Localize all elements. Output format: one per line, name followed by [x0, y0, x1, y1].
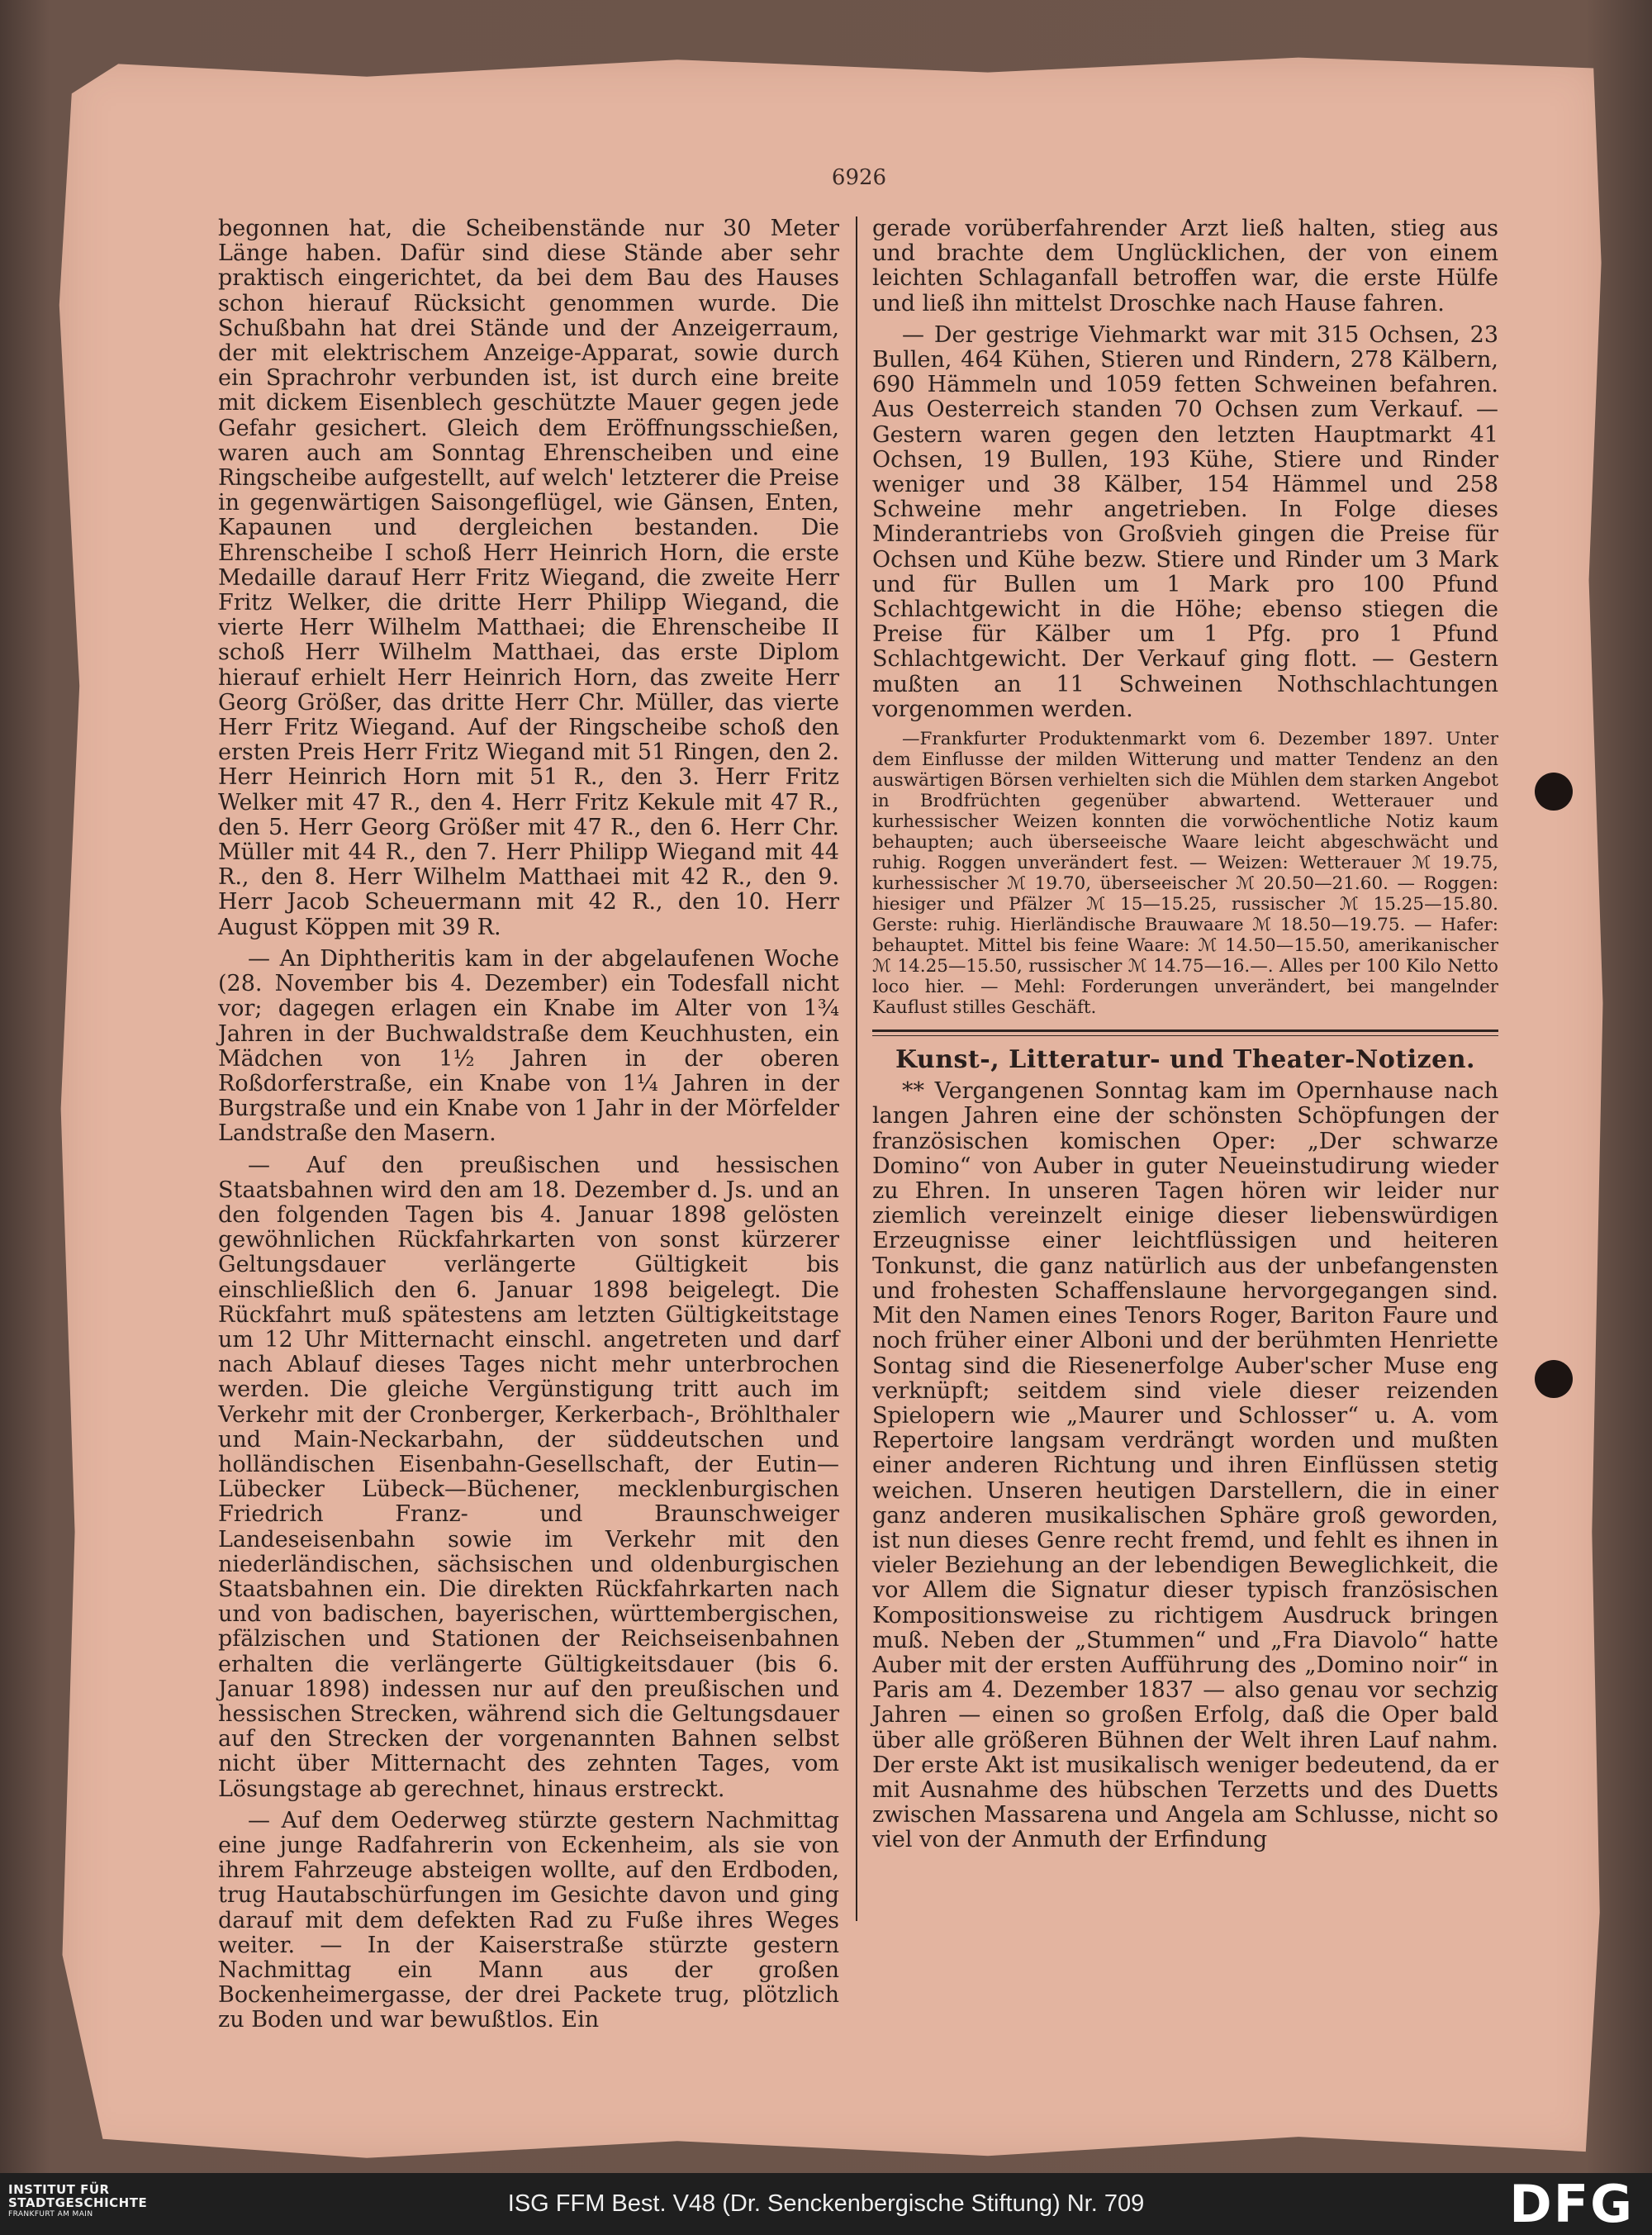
accident-continuation: gerade vorüberfahrender Arzt ließ halten, stieg aus und brachte dem Unglücklichen, der von einem leichten Schlaganfall betroffen war, die erste Hülfe und ließ ihn mittelst Droschke nach Hause fahren.	[872, 216, 1498, 316]
section-heading: Kunst-, Litteratur- und Theater-Notizen.	[895, 1045, 1475, 1075]
footer-bar	[0, 2173, 1652, 2235]
dfg-logo: DFG	[1509, 2174, 1634, 2234]
logo-line-3: FRANKFURT AM MAIN	[8, 2210, 93, 2218]
opera-review: ** Vergangenen Sonntag kam im Opernhause nach langen Jahren eine der schönsten Schöpfungen der französischen komischen Oper: „Der schwarze Domino“ von Auber in guter Neueinstudirung wieder zu Ehren. In unseren Tagen hören wir leider nur ziemlich vereinzelt einige dieser liebenswürdigen Erzeugnisse einer leichtflüssigen und heiteren Tonkunst, die ganz natürlich aus der unbefangensten und frohesten Schaffenslaune hervorgegangen sind. Mit den Namen eines Tenors Roger, Bariton Faure und noch früher einer Alboni und der berühmten Henriette Sontag sind die Riesenerfolge Auber'scher Muse eng verknüpft; seitdem sind viele dieser reizenden Spielopern wie „Maurer und Schlosser“ u. A. vom Repertoire langsam verdrängt worden und mußten einer anderen Richtung und ihren Einflüssen stetig weichen. Unseren heutigen Darstellern, die in einer ganz anderen musikalischen Sphäre groß geworden, ist nun dieses Genre recht fremd, und fehlt es ihnen in vieler Beziehung an der lebendigen Beweglichkeit, die vor Allem die Signatur dieser typisch französischen Kompositionsweise zu richtigem Ausdruck bringen muß. Neben der „Stummen“ und „Fra Diavolo“ hatte Auber mit der ersten Aufführung des „Domino noir“ in Paris am 4. Dezember 1837 — also genau vor sechzig Jahren — einen so großen Erfolg, daß die Oper bald über alle größeren Bühnen der Welt ihren Lauf nahm. Der erste Akt ist musikalisch weniger bedeutend, da er mit Ausnahme des hübschen Terzetts und des Duetts zwischen Massarena und Angela am Schlusse, nicht so viel von der Anmuth der Erfindung	[872, 1078, 1498, 1853]
diphtheria-article: — An Diphtheritis kam in der abgelaufenen Woche (28. November bis 4. Dezember) ein Todesfall nicht vor; dagegen erlagen ein Knabe im Alter von 1¾ Jahren in der Buchwaldstraße dem Keuchhusten, ein Mädchen von 1½ Jahren in der oberen Roßdorferstraße, ein Knabe von 1¼ Jahren in der Burgstraße und ein Knabe von 1 Jahr in der Mörfelder Landstraße den Masern.	[218, 945, 839, 1147]
logo-line-1: INSTITUT FÜR	[8, 2182, 110, 2197]
right-column	[872, 216, 1498, 1853]
shooting-club-article: begonnen hat, die Scheibenstände nur 30 Meter Länge haben. Dafür sind diese Stände aber sehr praktisch eingerichtet, da bei dem Bau des Hauses schon hierauf Rücksicht genommen wurde. Die Schußbahn hat drei Stände und der Anzeigerraum, der mit elektrischem Anzeige-Apparat, sowie durch ein Sprachrohr verbunden ist, ist durch eine breite mit dickem Eisenblech geschützte Mauer gegen jede Gefahr gesichert. Gleich dem Eröffnungsschießen, waren auch am Sonntag Ehrenscheiben und eine Ringscheibe aufgestellt, auf welch' letzterer die Preise in gegenwärtigen Saisongeflügel, wie Gänsen, Enten, Kapaunen und dergleichen bestanden. Die Ehrenscheibe I schoß Herr Heinrich Horn, die erste Medaille darauf Herr Fritz Wiegand, die zweite Herr Fritz Welker, die dritte Herr Philipp Wiegand, die vierte Herr Wilhelm Matthaei; die Ehrenscheibe II schoß Herr Wilhelm Matthaei, das erste Diplom hierauf erhielt Herr Heinrich Horn, das zweite Herr Georg Größer, das dritte Herr Chr. Müller, das vierte Herr Fritz Wiegand. Auf der Ringscheibe schoß den ersten Preis Herr Fritz Wiegand mit 51 Ringen, den 2. Herr Heinrich Horn mit 51 R., den 3. Herr Fritz Welker mit 47 R., den 4. Herr Fritz Kekule mit 47 R., den 5. Herr Georg Größer mit 47 R., den 6. Herr Chr. Müller mit 44 R., den 7. Herr Philipp Wiegand mit 44 R., den 8. Herr Wilhelm Matthaei mit 42 R., den 9. Herr Jacob Scheuermann mit 42 R., den 10. Herr August Köppen mit 39 R.	[218, 216, 839, 940]
column-divider	[856, 216, 857, 1921]
produce-market-report: —Frankfurter Produktenmarkt vom 6. Dezember 1897. Unter dem Einflusse der milden Witterung und matter Tendenz an den auswärtigen Börsen verhielten sich die Mühlen dem starken Angebot in Brodfrüchten gegenüber abwartend. Wetterauer und kurhessischer Weizen konnten die vorwöchentliche Notiz kaum behaupten; auch überseeische Waare leicht abgeschwächt und ruhig. Roggen unverändert fest. — Weizen: Wetterauer ℳ 19.75, kurhessischer ℳ 19.70, überseeischer ℳ 20.50—21.60. — Roggen: hiesiger und Pfälzer ℳ 15—15.25, russischer ℳ 15.25—15.80. Gerste: ruhig. Hierländische Brauwaare ℳ 18.50—19.75. — Hafer: behauptet. Mittel bis feine Waare: ℳ 14.50—15.50, amerikanischer ℳ 14.25—15.50, russischer ℳ 14.75—16.—. Alles per 100 Kilo Netto loco hier. — Mehl: Forderungen unverändert, bei mangelnder Kauflust stilles Geschäft.	[872, 729, 1498, 1019]
punch-hole-lower	[1535, 1360, 1573, 1398]
archive-caption: ISG FFM Best. V48 (Dr. Senckenbergische Stiftung) Nr. 709	[507, 2190, 1145, 2217]
page-number: 6926	[831, 165, 887, 190]
section-rule-thin	[872, 1035, 1498, 1036]
punch-hole-upper	[1535, 773, 1573, 811]
cattle-market-report: — Der gestrige Viehmarkt war mit 315 Ochsen, 23 Bullen, 464 Kühen, Stieren und Rindern, 278 Kälbern, 690 Hämmeln und 1059 fetten Schweinen befahren. Aus Oesterreich standen 70 Ochsen zum Verkauf. — Gestern waren gegen den letzten Hauptmarkt 41 Ochsen, 19 Bullen, 193 Kühe, Stiere und Rinder weniger und 38 Kälber, 154 Hämmel und 258 Schweine mehr angetrieben. In Folge dieses Minderantriebs von Großvieh gingen die Preise für Ochsen und Kühe bezw. Stiere und Rinder um 3 Mark und für Bullen um 1 Mark pro 100 Pfund Schlachtgewicht in die Höhe; ebenso stiegen die Preise für Kälber um 1 Pfg. pro 1 Pfund Schlachtgewicht. Der Verkauf ging flott. — Gestern mußten an 11 Schweinen Nothschlachtungen vorgenommen werden.	[872, 321, 1498, 722]
left-column	[218, 216, 839, 2033]
section-rule-thick	[872, 1030, 1498, 1032]
railway-tickets-article: — Auf den preußischen und hessischen Staatsbahnen wird den am 18. Dezember d. Js. und an den folgenden Tagen bis 4. Januar 1898 gelösten gewöhnlichen Rückfahrkarten von sonst kürzerer Geltungsdauer verlängerte Gültigkeit bis einschließlich den 6. Januar 1898 beigelegt. Die Rückfahrt muß spätestens am letzten Gültigkeitstage um 12 Uhr Mitternacht einschl. angetreten und darf nach Ablauf dieses Tages nicht mehr unterbrochen werden. Die gleiche Vergünstigung tritt auch im Verkehr mit der Cronberger, Kerkerbach-, Bröhlthaler und Main-Neckarbahn, der süddeutschen und holländischen Eisenbahn-Gesellschaft, der Eutin—Lübecker Lübeck—Büchener, mecklenburgischen Friedrich Franz- und Braunschweiger Landeseisenbahn sowie im Verkehr mit den niederländischen, sächsischen und oldenburgischen Staatsbahnen ein. Die direkten Rückfahrkarten nach und von badischen, bayerischen, württembergischen, pfälzischen und Stationen der Reichseisenbahnen erhalten die verlängerte Gültigkeitsdauer (bis 6. Januar 1898) indessen nur auf den preußischen und hessischen Strecken, während sich die Geltungsdauer auf den Strecken der vorgenannten Bahnen selbst nicht über Mitternacht des zehnten Tages, vom Lösungstage ab gerechnet, hinaus erstreckt.	[218, 1152, 839, 1802]
logo-line-2: STADTGESCHICHTE	[8, 2195, 148, 2210]
accidents-article: — Auf dem Oederweg stürzte gestern Nachmittag eine junge Radfahrerin von Eckenheim, als sie von ihrem Fahrzeuge absteigen wollte, auf den Erdboden, trug Hautabschürfungen im Gesichte davon und ging darauf mit dem defekten Rad zu Fuße ihres Weges weiter. — In der Kaiserstraße stürzte gestern Nachmittag ein Mann aus der großen Bockenheimergasse, der drei Packete trug, plötzlich zu Boden und war bewußtlos. Ein	[218, 1807, 839, 2033]
